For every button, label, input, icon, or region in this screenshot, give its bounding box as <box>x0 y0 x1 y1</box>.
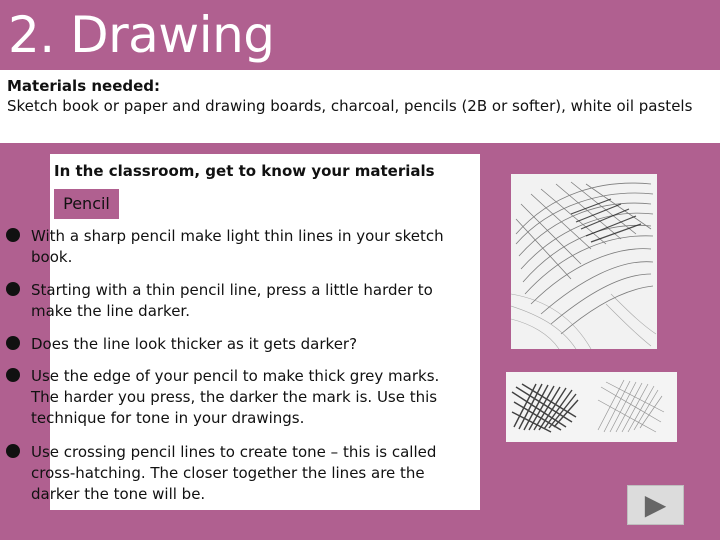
bullet-item <box>6 366 461 429</box>
bullet-text: Does the line look thicker as it gets darker? <box>31 335 358 353</box>
bullet-item <box>6 280 461 322</box>
materials-text: Sketch book or paper and drawing boards, charcoal, pencils (2B or softer), white oil pastels <box>7 97 693 115</box>
classroom-heading: In the classroom, get to know your materials <box>54 162 435 180</box>
bullet-dot-icon <box>6 228 20 242</box>
pencil-label: Pencil <box>54 189 119 219</box>
bullet-item <box>6 334 461 355</box>
bullet-item <box>6 442 461 505</box>
tone-hatching-image <box>506 372 677 442</box>
bullet-text: With a sharp pencil make light thin lines in your sketch book. <box>31 227 444 266</box>
materials-heading: Materials needed: <box>7 77 161 95</box>
bullet-text: Starting with a thin pencil line, press a little harder to make the line darker. <box>31 281 433 320</box>
slide-title: 2. Drawing <box>8 6 275 64</box>
bullet-text: Use crossing pencil lines to create tone – this is called cross-hatching. The closer together the lines are the darker the tone will be. <box>31 443 437 503</box>
pencil-lines-sketch <box>511 174 657 349</box>
bullet-dot-icon <box>6 282 20 296</box>
bullet-dot-icon <box>6 336 20 350</box>
bullet-dot-icon <box>6 444 20 458</box>
tone-hatching-sketch <box>506 372 677 442</box>
pencil-lines-image <box>511 174 657 349</box>
bullet-item <box>6 226 461 268</box>
bullet-dot-icon <box>6 368 20 382</box>
bullet-text: Use the edge of your pencil to make thick grey marks. The harder you press, the darker the mark is. Use this technique for tone in your drawings. <box>31 367 440 427</box>
next-slide-button[interactable] <box>627 485 684 525</box>
play-arrow-icon: ▶ <box>644 488 667 521</box>
